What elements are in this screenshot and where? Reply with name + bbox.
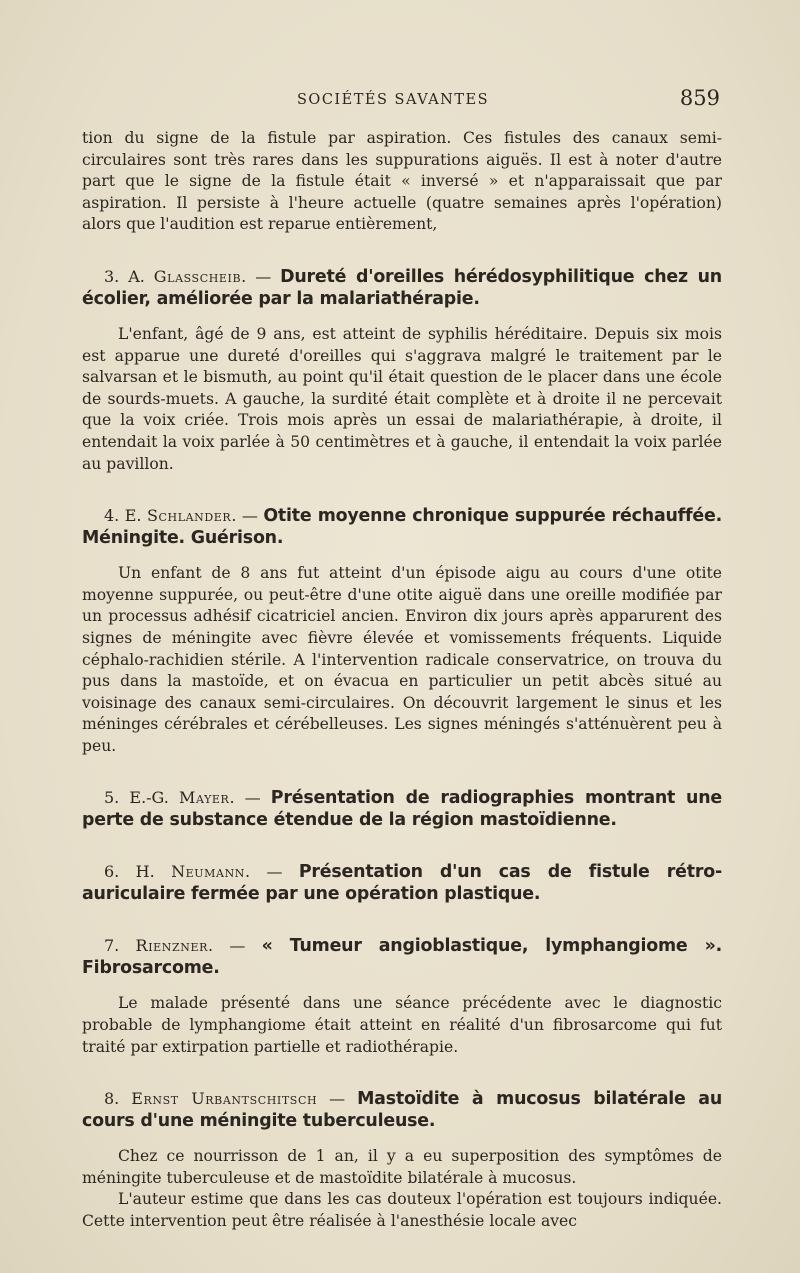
entry-body: Le malade présenté dans une séance précédente avec le diagnostic probable de lymphangiome était atteint en réalité d'un fibrosarcome qui fut traité par extirpation partielle et radiothérapie. [82,994,722,1056]
entry-number: 7. [104,936,120,956]
entry-heading [82,1088,722,1132]
entry-heading: 4. E. Schlander. — Otite moyenne chronique suppurée réchauffée. Méningite. Guérison. [82,506,722,549]
entry-title: Dureté d'oreilles hérédosyphilitique chez un écolier, améliorée par la malariathérapie. [82,266,722,309]
page-header [82,86,722,116]
entry-author: Schlander [146,506,232,526]
intro-paragraph: tion du signe de la fistule par aspiration. Ces fistules des canaux semi-circulaires sont très rares dans les suppurations aiguës. Il est à noter d'autre part que le signe de la fistule était « inversé » et n'apparaissait que par aspiration. Il persiste à l'heure actuelle (quatre semaines après l'opération) alors que l'audition est reparue entièrement, [82,129,722,234]
entry-dash: — [255,266,272,286]
entry-title: Mastoïdite à mucosus bilatérale au cours d'une méningite tuberculeuse. [82,1089,723,1132]
entry-author: Neumann [171,862,246,882]
entry-dash: — [266,862,283,882]
entry-heading: 5. E.-G. Mayer. — Présentation de radiographies montrant une perte de substance étendue de la région mastoïdienne. [82,788,722,831]
entry-heading: 6. H. Neumann. — Présentation d'un cas de fistule rétro-auriculaire fermée par une opération plastique. [82,862,723,905]
entry-dash: — [329,1089,346,1109]
entry-heading: 7. Rienzner. — « Tumeur angioblastique, lymphangiome ». Fibrosarcome. [82,936,723,979]
entry-author: Rienzner [135,936,208,956]
entry-title: Présentation de radiographies montrant une perte de substance étendue de la région mastoïdienne. [82,788,722,831]
entry-number: 8. [104,1089,120,1109]
entry-title: Otite moyenne chronique suppurée réchauffée. Méningite. Guérison. [82,506,722,549]
entry-number: 3. A. [104,266,145,286]
entry-body: L'enfant, âgé de 9 ans, est atteint de syphilis héréditaire. Depuis six mois est apparue une dureté d'oreilles qui s'aggrava malgré le traitement par le salvarsan et le bismuth, au point qu'il était question de le placer dans une école de sourds-muets. A gauche, la surdité était complète et à droite il ne percevait que la voix criée. Trois mois après un essai de malariathérapie, à droite, il entendait la voix parlée à 50 centimètres et à gauche, il entendait la voix parlée au pavillon. [82,324,722,473]
entry-title: « Tumeur angioblastique, lymphangiome ». Fibrosarcome. [82,936,723,979]
entry-body: Un enfant de 8 ans fut atteint d'un épisode aigu au cours d'une otite moyenne suppurée, ou peut-être d'une otite aiguë dans une oreille modifiée par un processus adhésif cicatriciel ancien. Environ dix jours après apparurent des signes de méningite avec fièvre élevée et vomissements fréquents. Liquide céphalo-rachidien stérile. A l'intervention radicale conservatrice, on trouva du pus dans la mastoïde, et on évacua en particulier un petit abcès situé au voisinage des canaux semi-circulaires. On découvrit largement le sinus et les méninges cérébrales et cérébelleuses. Les signes méningés s'atténuèrent peu à peu. [82,564,722,755]
entry-body: L'auteur estime que dans les cas douteux l'opération est toujours indiquée. Cette intervention peut être réalisée à l'anesthésie locale avec [82,1190,722,1231]
entry-dash: — [241,506,258,526]
entry-title: Présentation d'un cas de fistule rétro-auriculaire fermée par une opération plastique. [82,862,723,905]
entry-author: Mayer [178,788,230,808]
page-content [82,128,722,1233]
entry-heading: 3. A. Glasscheib. — Dureté d'oreilles hérédosyphilitique chez un écolier, améliorée par la malariathérapie. [82,266,722,309]
entry-number: 4. E. [104,506,142,526]
page-number: 859 [679,86,720,110]
running-head: SOCIÉTÉS SAVANTES [297,92,490,108]
entry-body: Chez ce nourrisson de 1 an, il y a eu superposition des symptômes de méningite tuberculeuse et de mastoïdite bilatérale à mucosus. [82,1147,722,1187]
entry-number: 5. E.-G. [104,788,169,808]
entry-author: Ernst Urbantschitsch [131,1089,318,1109]
entry-number: 6. H. [104,862,155,882]
entry-dash: — [229,936,246,956]
entry-dash: — [244,788,261,808]
entry-author: Glasscheib [153,266,242,286]
